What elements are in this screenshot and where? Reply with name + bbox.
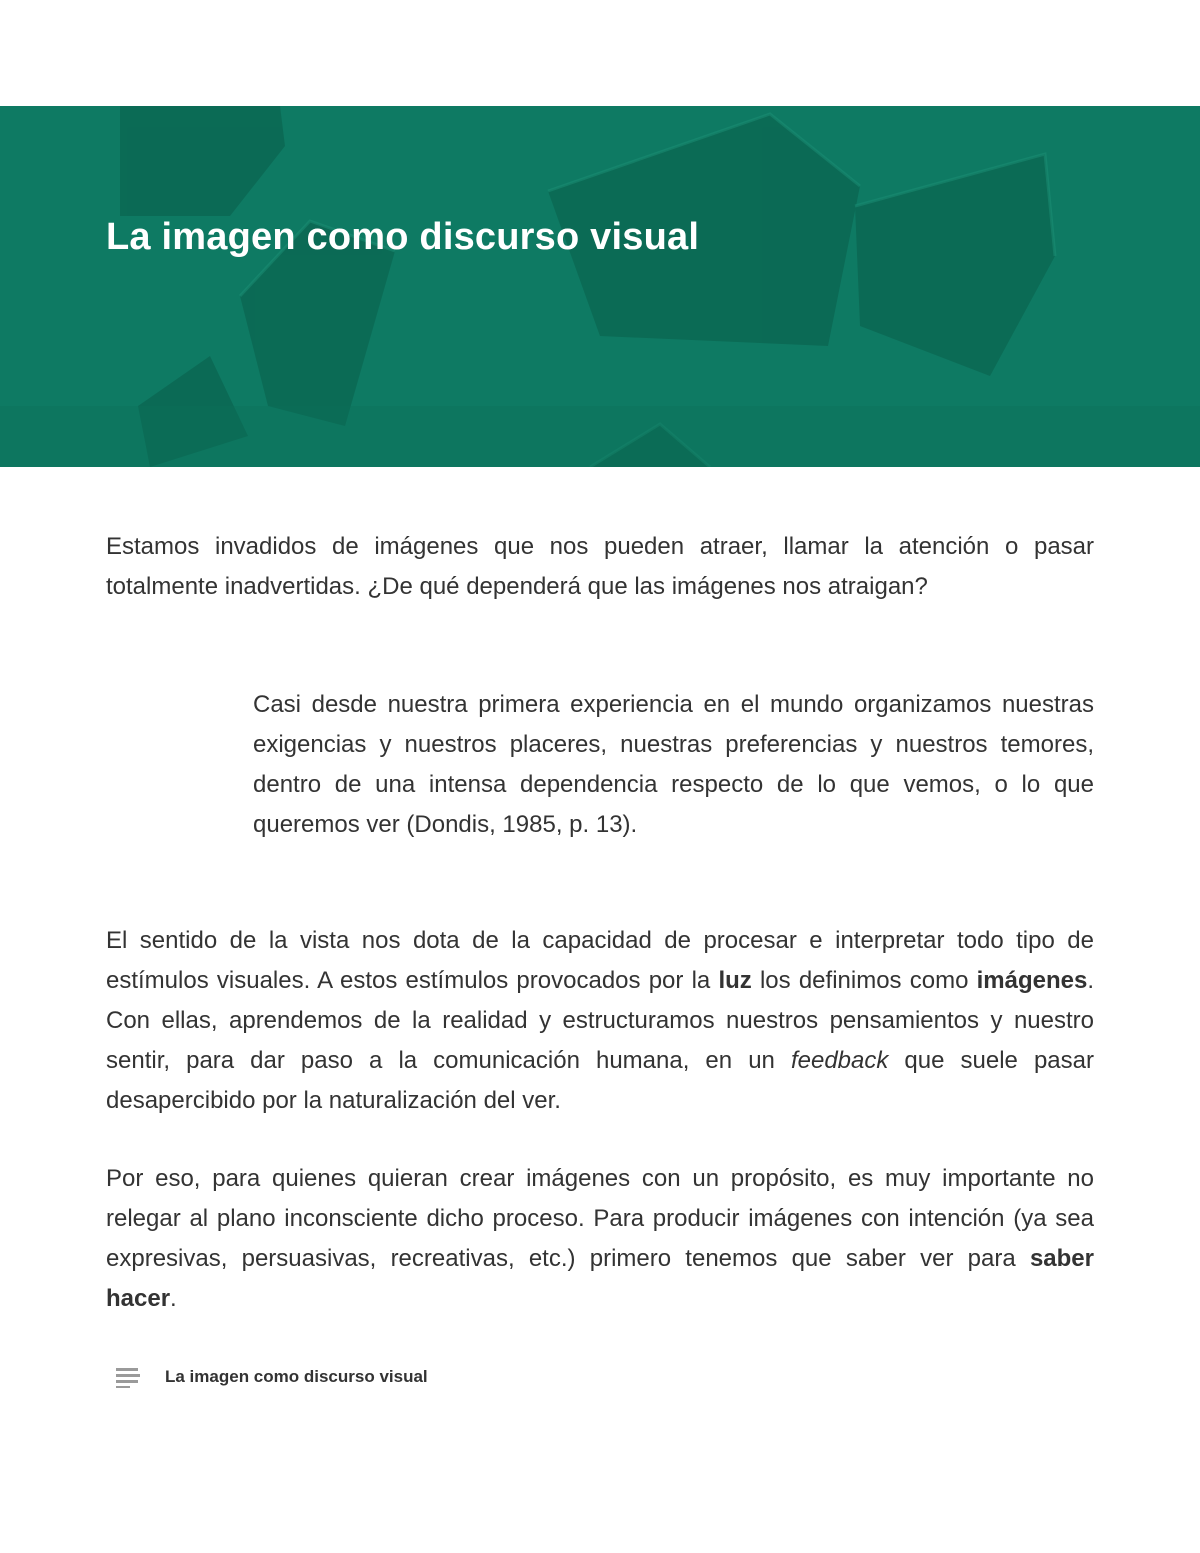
banner-background-image [0, 106, 1200, 467]
menu-icon[interactable] [116, 1366, 140, 1388]
paragraph-text: los definimos como [751, 967, 977, 994]
paragraph-text: El sentido de la vista nos dota de la capacidad de procesar e interpretar todo tipo de estímulos visuales. A estos estímulos provocados por la [106, 927, 1094, 994]
bold-term-saber-hacer: saber hacer [106, 1245, 1094, 1312]
paragraph-text: . Con ellas, aprendemos de la realidad y estructuramos nuestros pensamientos y nuestro sentir, para dar paso a la comunicación humana, en un [106, 967, 1094, 1074]
header-banner [0, 106, 1200, 467]
footer-nav[interactable] [116, 1366, 428, 1388]
page-title: La imagen como discurso visual [106, 216, 700, 258]
paragraph-text: Por eso, para quienes quieran crear imágenes con un propósito, es muy importante no relegar al plano inconsciente dicho proceso. Para producir imágenes con intención (ya sea expresivas, persuasivas, recreativas, etc.) primero tenemos que saber ver para [106, 1165, 1094, 1272]
bold-term-imagenes: imágenes [976, 967, 1088, 994]
intro-paragraph: Estamos invadidos de imágenes que nos pueden atraer, llamar la atención o pasar totalmente inadvertidas. ¿De qué dependerá que las imágenes nos atraigan? [106, 533, 1094, 600]
paragraph-text: . [170, 1285, 177, 1312]
bold-term-luz: luz [718, 967, 752, 994]
italic-term-feedback: feedback [790, 1047, 889, 1074]
footer-title: La imagen como discurso visual [165, 1367, 428, 1386]
paragraph-proposito [106, 1159, 1094, 1319]
block-quote: Casi desde nuestra primera experiencia en el mundo organizamos nuestras exigencias y nuestros placeres, nuestras preferencias y nuestros temores, dentro de una intensa dependencia respecto de lo que vemos, o lo que queremos ver (Dondis, 1985, p. 13). [253, 691, 1094, 838]
article-body [106, 527, 1094, 1319]
paragraph-text: que suele pasar desapercibido por la naturalización del ver. [106, 1047, 1094, 1114]
paragraph-sentido [106, 921, 1094, 1121]
